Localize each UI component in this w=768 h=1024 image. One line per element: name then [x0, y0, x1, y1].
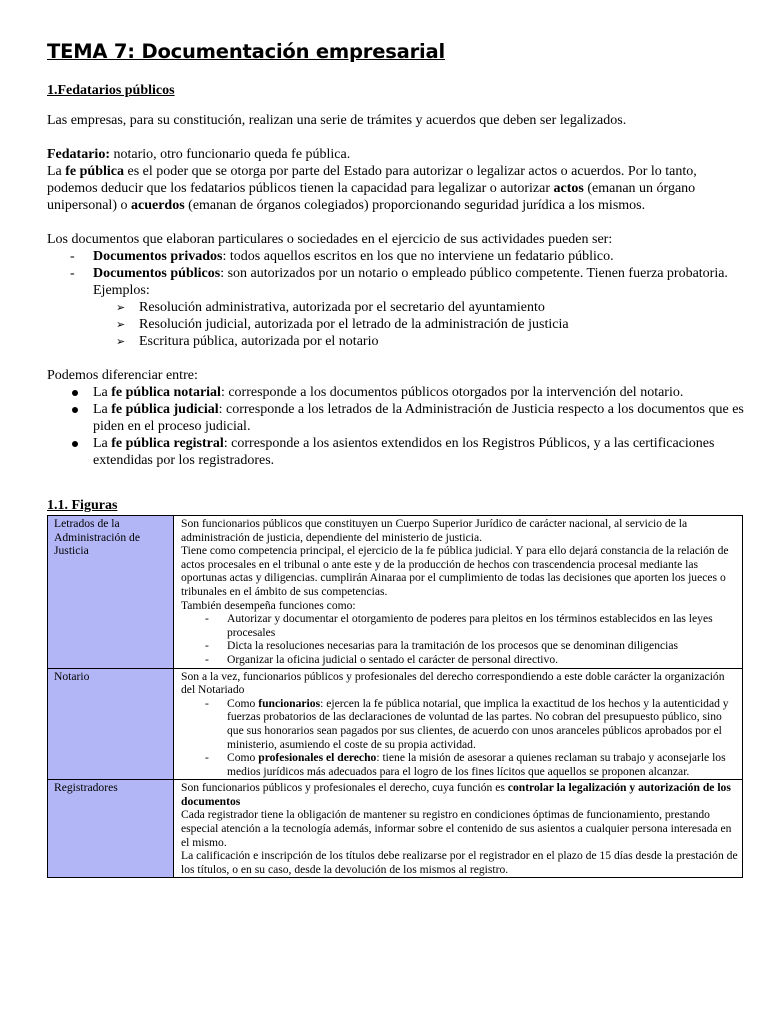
- fe-pre: La: [47, 164, 66, 179]
- arrow-bullet-icon: ➢: [116, 301, 126, 314]
- registradores-p1-bold: controlar la legalización y autorización de los documentos: [181, 781, 731, 808]
- figuras-table: [47, 515, 743, 878]
- actos-term: actos: [553, 181, 584, 196]
- list-item: [47, 248, 747, 265]
- arrow-bullet-icon: ➢: [116, 318, 126, 331]
- arrow-bullet-icon: ➢: [116, 335, 126, 348]
- list-item: [47, 401, 747, 435]
- tipo-text: : corresponde a los letrados de la Administración de Justicia respecto a los documentos que es piden en el proceso judicial.: [93, 402, 744, 434]
- notario-p-text: : tiene la misión de asesorar a quienes reclaman su trabajo y aconsejarle los medios jurídicos más adecuados para el logro de los fines lícitos que aquellos se proponen alcanzar.: [227, 751, 726, 778]
- fedatario-line: [47, 146, 747, 163]
- letrados-p3: También desempeña funciones como:: [181, 598, 356, 612]
- fe-text-2: (emanan un órgano unipersonal) o: [47, 181, 696, 213]
- letrados-label: Letrados de la Administración de Justicia: [48, 516, 174, 669]
- docs-publicos-text: : son autorizados por un notario o empleado público competente. Tienen fuerza probatoria. Ejemplos:: [93, 266, 728, 298]
- fedatario-definition: [47, 146, 747, 214]
- notario-p-pre: Como: [227, 751, 259, 765]
- list-item: [47, 265, 747, 350]
- notario-p-term: profesionales el derecho: [258, 751, 377, 765]
- list-item: [181, 697, 738, 751]
- tipo-term: fe pública registral: [111, 436, 224, 451]
- documentos-block: [47, 231, 747, 350]
- fe-publica-paragraph: [47, 163, 747, 214]
- tipo-text: : corresponde a los asientos extendidos en los Registros Públicos, y a las certificaciones extendidas por los registradores.: [93, 436, 715, 468]
- bullet-icon: [72, 407, 78, 413]
- table-row: [48, 780, 743, 878]
- intro-paragraph: Las empresas, para su constitución, realizan una serie de trámites y acuerdos que deben ser legalizados.: [47, 113, 627, 128]
- tipos-block: [47, 367, 747, 469]
- tipo-term: fe pública notarial: [111, 385, 221, 400]
- tipos-list: [47, 384, 747, 469]
- section-heading-fedatarios: 1.Fedatarios públicos: [47, 83, 175, 98]
- notario-f-term: funcionarios: [258, 696, 321, 710]
- list-item: - Autorizar y documentar el otorgamiento de poderes para pleitos en los términos establecidos en las leyes procesales: [181, 612, 738, 639]
- bullet-icon: [72, 441, 78, 447]
- letrados-p1: Son funcionarios públicos que constituyen un Cuerpo Superior Jurídico de carácter nacional, al servicio de la administración de justicia, dependiente del ministerio de justicia.: [181, 517, 688, 544]
- notario-content: [174, 668, 743, 780]
- fe-publica-term: fe pública: [65, 164, 124, 179]
- ejemplo-text: Resolución judicial, autorizada por el letrado de la administración de justicia: [139, 317, 569, 332]
- fedatario-def: notario, otro funcionario queda fe pública.: [109, 147, 351, 162]
- tipo-text: : corresponde a los documentos públicos otorgados por la intervención del notario.: [220, 385, 684, 400]
- tipo-pre: La: [93, 402, 112, 417]
- notario-list: [181, 697, 738, 779]
- list-item: [47, 299, 747, 316]
- list-item: - Organizar la oficina judicial o sentado el carácter de personal directivo.: [181, 653, 738, 667]
- tipo-term: fe pública judicial: [111, 402, 219, 417]
- list-item: [47, 316, 747, 333]
- list-item: [47, 333, 747, 350]
- fedatario-term: Fedatario:: [47, 147, 110, 162]
- fe-text-1: es el poder que se otorga por parte del Estado para autorizar o legalizar actos o acuerdos. Por lo tanto, podemos deducir que los fedatarios públicos tienen la capacidad para legalizar o autorizar: [47, 164, 697, 196]
- list-item: [47, 435, 747, 469]
- registradores-content: [174, 780, 743, 878]
- docs-publicos-term: Documentos públicos: [93, 266, 221, 281]
- list-item: [47, 384, 747, 401]
- letrados-funciones-list: [181, 612, 738, 666]
- ejemplo-text: Escritura pública, autorizada por el notario: [139, 334, 379, 349]
- document-title: TEMA 7: Documentación empresarial: [47, 40, 445, 63]
- list-item: - Dicta la resoluciones necesarias para la tramitación de los procesos que se denominan diligencias: [181, 639, 738, 653]
- documentos-intro: Los documentos que elaboran particulares o sociedades en el ejercicio de sus actividades pueden ser:: [47, 232, 613, 247]
- tipo-pre: La: [93, 385, 112, 400]
- diferenciar-intro: Podemos diferenciar entre:: [47, 368, 198, 383]
- letrados-p2: Tiene como competencia principal, el ejercicio de la fe pública judicial. Y para ello dejará constancia de la relación de actos procesales en el tribunal o ante este y de la producción de hechos con trascendencia procesal mediante las oportunas actas y diligencias. cumplirán Ainaraa por el cumplimiento de todas las decisiones que aporten los jueces o tribunales en el ámbito de sus competencias.: [181, 544, 729, 598]
- docs-privados-term: Documentos privados: [93, 249, 223, 264]
- notario-f-pre: Como: [227, 696, 259, 710]
- notario-label: Notario: [48, 668, 174, 780]
- documentos-list: [47, 248, 747, 350]
- registradores-label: Registradores: [48, 780, 174, 878]
- acuerdos-term: acuerdos: [130, 198, 185, 213]
- registradores-p1-pre: Son funcionarios públicos y profesionales el derecho, cuya función es: [181, 781, 508, 795]
- table-row: [48, 668, 743, 780]
- registradores-p2: Cada registrador tiene la obligación de mantener su registro en condiciones óptimas de funcionamiento, prestando especial atención a la tecnología además, informar sobre el contenido de sus asientos a cualquier persona interesada en el mismo.: [181, 808, 732, 849]
- document-page: [47, 40, 747, 878]
- ejemplos-list: [93, 299, 747, 350]
- section-heading-figuras: 1.1. Figuras: [47, 498, 118, 513]
- docs-privados-text: : todos aquellos escritos en los que no interviene un fedatario público.: [222, 249, 614, 264]
- table-row: [48, 516, 743, 669]
- letrados-content: [174, 516, 743, 669]
- notario-f-text: : ejercen la fe pública notarial, que implica la exactitud de los hechos y la autenticidad y fuerzas probatorios de las declaraciones de voluntad de las partes. No cobran del presupuesto público, sino que sus honorarios sean pagados por sus clientes, de acuerdo con unos aranceles públicos aprobados por el ministerio, asumiendo el coste de su propia actividad.: [227, 696, 729, 751]
- ejemplo-text: Resolución administrativa, autorizada por el secretario del ayuntamiento: [139, 300, 545, 315]
- notario-p1: Son a la vez, funcionarios públicos y profesionales del derecho correspondiendo a este doble carácter la organización del Notariado: [181, 669, 725, 697]
- bullet-icon: [72, 390, 78, 396]
- tipo-pre: La: [93, 436, 112, 451]
- list-item: [181, 751, 738, 778]
- fe-text-3: (emanan de órganos colegiados) proporcionando seguridad jurídica a los mismos.: [184, 198, 646, 213]
- registradores-p3: La calificación e inscripción de los títulos debe realizarse por el registrador en el plazo de 15 días desde la prestación de los títulos, o en su caso, desde la devolución de los mismos al registro.: [181, 849, 738, 876]
- registradores-p1: [181, 781, 738, 808]
